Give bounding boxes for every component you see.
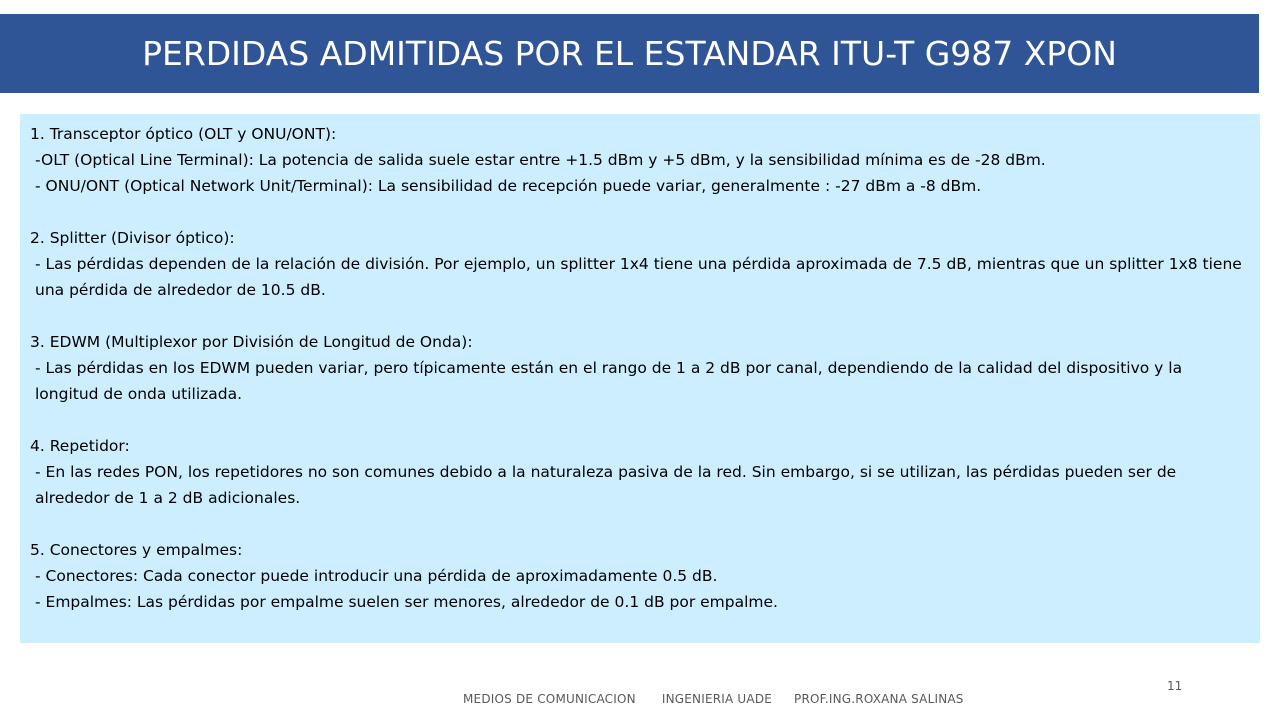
section-line: - Las pérdidas en los EDWM pueden variar, pero típicamente están en el rango de 1 a 2 dB por canal, dependiendo de la calidad del dispositivo y la longitud de onda utilizada. (35, 359, 1183, 403)
section-line: - Empalmes: Las pérdidas por empalme suelen ser menores, alrededor de 0.1 dB por empalme. (35, 593, 778, 611)
section-line: - Las pérdidas dependen de la relación de división. Por ejemplo, un splitter 1x4 tiene una pérdida aproximada de 7.5 dB, mientras que un splitter 1x8 tiene una pérdida de alrededor de 10.5 dB. (35, 255, 1242, 299)
section-transceptor (30, 121, 1250, 199)
section-line: -OLT (Optical Line Terminal): La potencia de salida suele estar entre +1.5 dBm y +5 dBm, y la sensibilidad mínima es de -28 dBm. (35, 151, 1046, 169)
footer-course: MEDIOS DE COMUNICACION (463, 692, 636, 706)
section-heading: 5. Conectores y empalmes: (30, 541, 243, 559)
section-line: - ONU/ONT (Optical Network Unit/Terminal): La sensibilidad de recepción puede variar, generalmente : -27 dBm a -8 dBm. (35, 177, 982, 195)
slide-title-bar (0, 14, 1259, 93)
section-heading: 3. EDWM (Multiplexor por División de Longitud de Onda): (30, 333, 473, 351)
section-conectores (30, 537, 1250, 615)
footer-professor: PROF.ING.ROXANA SALINAS (794, 692, 964, 706)
section-splitter (30, 225, 1250, 303)
section-repetidor (30, 433, 1250, 511)
section-heading: 1. Transceptor óptico (OLT y ONU/ONT): (30, 125, 337, 143)
section-line: - Conectores: Cada conector puede introducir una pérdida de aproximadamente 0.5 dB. (35, 567, 718, 585)
footer-institution: INGENIERIA UADE (661, 692, 773, 706)
slide-footer (463, 692, 964, 706)
page-number: 11 (1167, 679, 1183, 693)
content-box (20, 114, 1260, 643)
section-heading: 2. Splitter (Divisor óptico): (30, 229, 235, 247)
slide-title: PERDIDAS ADMITIDAS POR EL ESTANDAR ITU-T G987 XPON (142, 34, 1117, 73)
section-heading: 4. Repetidor: (30, 437, 130, 455)
section-line: - En las redes PON, los repetidores no son comunes debido a la naturaleza pasiva de la red. Sin embargo, si se utilizan, las pérdidas pueden ser de alrededor de 1 a 2 dB adicionales. (35, 463, 1177, 507)
section-edwm (30, 329, 1250, 407)
